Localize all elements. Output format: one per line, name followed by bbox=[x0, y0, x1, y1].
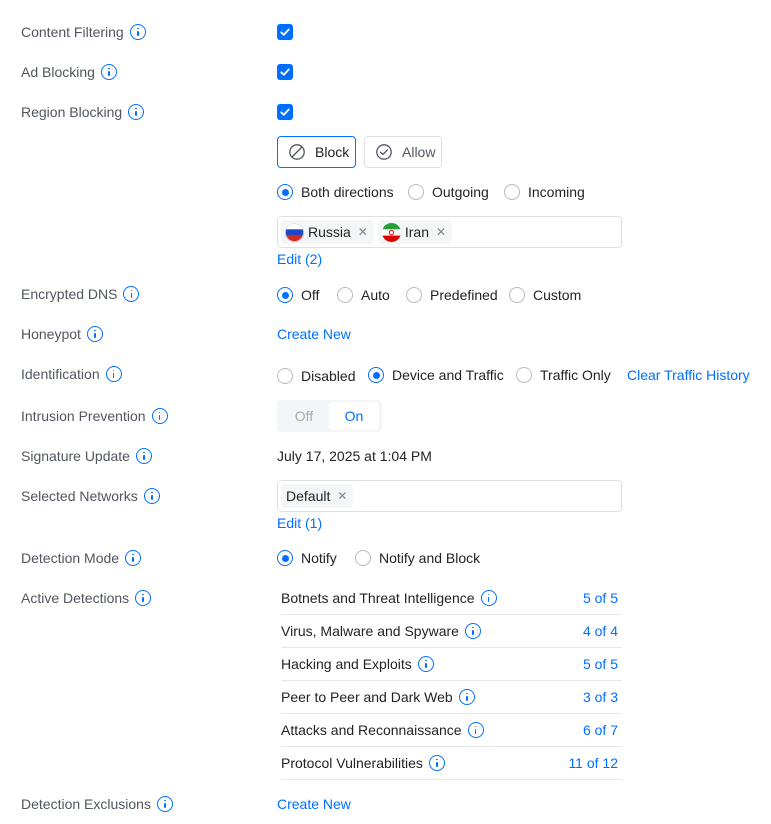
content-filtering-label bbox=[21, 22, 146, 42]
allow-button[interactable] bbox=[364, 136, 442, 168]
radio-icon bbox=[408, 184, 424, 200]
intrusion-prevention-label bbox=[21, 406, 168, 426]
detection-name bbox=[281, 590, 497, 606]
direction-incoming-radio[interactable] bbox=[504, 182, 585, 202]
content-filtering-checkbox[interactable] bbox=[277, 24, 293, 40]
identification-disabled-radio[interactable] bbox=[277, 366, 355, 386]
info-icon[interactable] bbox=[130, 24, 146, 40]
network-name: Default bbox=[286, 488, 331, 504]
dns-predefined-radio[interactable] bbox=[406, 285, 498, 305]
identification-text: Identification bbox=[21, 366, 100, 382]
detection-row bbox=[281, 681, 622, 714]
detection-row bbox=[281, 747, 622, 780]
detection-name bbox=[281, 623, 481, 639]
radio-icon bbox=[406, 287, 422, 303]
detection-row bbox=[281, 615, 622, 648]
info-icon[interactable] bbox=[136, 448, 152, 464]
detection-count-link[interactable]: 6 of 7 bbox=[582, 722, 618, 738]
block-icon bbox=[288, 143, 306, 161]
radio-icon bbox=[516, 367, 532, 383]
detection-name bbox=[281, 722, 484, 738]
clear-traffic-history-link[interactable]: Clear Traffic History bbox=[627, 367, 750, 383]
radio-selected-icon bbox=[277, 184, 293, 200]
detection-exclusions-create-new-link[interactable]: Create New bbox=[277, 796, 351, 812]
remove-icon[interactable]: ✕ bbox=[435, 225, 447, 239]
detection-exclusions-label bbox=[21, 794, 173, 814]
dns-custom-radio[interactable] bbox=[509, 285, 581, 305]
info-icon[interactable] bbox=[128, 104, 144, 120]
encrypted-dns-text: Encrypted DNS bbox=[21, 286, 118, 302]
ips-on-option[interactable]: On bbox=[329, 402, 379, 430]
detection-name-text: Hacking and Exploits bbox=[281, 656, 412, 672]
identification-traffic-only-label: Traffic Only bbox=[540, 367, 611, 383]
info-icon[interactable] bbox=[125, 550, 141, 566]
info-icon[interactable] bbox=[481, 590, 497, 606]
detection-row bbox=[281, 714, 622, 747]
info-icon[interactable] bbox=[418, 656, 434, 672]
dns-off-radio[interactable] bbox=[277, 285, 319, 305]
detection-count-link[interactable]: 4 of 4 bbox=[582, 623, 618, 639]
detection-mode-text: Detection Mode bbox=[21, 550, 120, 566]
dns-auto-label: Auto bbox=[361, 287, 390, 303]
info-icon[interactable] bbox=[152, 408, 168, 424]
identification-device-traffic-radio[interactable] bbox=[368, 365, 504, 385]
detection-count-link[interactable]: 3 of 3 bbox=[582, 689, 618, 705]
selected-networks-label bbox=[21, 486, 160, 506]
block-button[interactable] bbox=[277, 136, 356, 168]
signature-update-text: Signature Update bbox=[21, 448, 130, 464]
ad-blocking-checkbox[interactable] bbox=[277, 64, 293, 80]
detection-mode-label bbox=[21, 548, 141, 568]
iran-flag-icon bbox=[382, 223, 401, 242]
radio-selected-icon bbox=[368, 367, 384, 383]
ad-blocking-label bbox=[21, 62, 117, 82]
region-blocking-text: Region Blocking bbox=[21, 104, 123, 120]
honeypot-label bbox=[21, 324, 103, 344]
country-name: Russia bbox=[308, 224, 351, 240]
content-filtering-text: Content Filtering bbox=[21, 24, 124, 40]
selected-networks-text: Selected Networks bbox=[21, 488, 138, 504]
dns-off-label: Off bbox=[301, 287, 320, 303]
remove-icon[interactable]: ✕ bbox=[357, 225, 368, 239]
detection-name bbox=[281, 755, 445, 771]
direction-both-label: Both directions bbox=[301, 184, 394, 200]
intrusion-prevention-text: Intrusion Prevention bbox=[21, 408, 146, 424]
direction-both-radio[interactable] bbox=[277, 182, 394, 202]
info-icon[interactable] bbox=[459, 689, 475, 705]
radio-icon bbox=[277, 368, 293, 384]
detection-name bbox=[281, 689, 475, 705]
edit-countries-link[interactable]: Edit (2) bbox=[277, 251, 323, 267]
detection-name-text: Protocol Vulnerabilities bbox=[281, 755, 423, 771]
info-icon[interactable] bbox=[429, 755, 445, 771]
region-blocking-checkbox[interactable] bbox=[277, 104, 293, 120]
detection-notify-label: Notify bbox=[301, 550, 337, 566]
active-detections-label bbox=[21, 588, 151, 608]
signature-update-label bbox=[21, 446, 152, 466]
direction-incoming-label: Incoming bbox=[528, 184, 585, 200]
detection-count-link[interactable]: 11 of 12 bbox=[568, 755, 618, 771]
info-icon[interactable] bbox=[135, 590, 151, 606]
remove-icon[interactable]: ✕ bbox=[337, 489, 348, 503]
encrypted-dns-label bbox=[21, 284, 139, 304]
country-chip-russia bbox=[281, 220, 374, 244]
region-blocking-label bbox=[21, 102, 144, 122]
identification-label bbox=[21, 364, 122, 384]
info-icon[interactable] bbox=[123, 286, 139, 302]
countries-field[interactable] bbox=[277, 216, 622, 248]
intrusion-prevention-toggle bbox=[277, 400, 382, 432]
info-icon[interactable] bbox=[465, 623, 481, 639]
radio-selected-icon bbox=[277, 287, 293, 303]
detection-row bbox=[281, 648, 622, 681]
identification-traffic-only-radio[interactable] bbox=[516, 365, 611, 385]
detection-row bbox=[281, 582, 622, 615]
signature-update-value: July 17, 2025 at 1:04 PM bbox=[277, 448, 432, 464]
radio-icon bbox=[509, 287, 525, 303]
radio-selected-icon bbox=[277, 550, 293, 566]
info-icon[interactable] bbox=[157, 796, 173, 812]
radio-icon bbox=[504, 184, 520, 200]
ad-blocking-text: Ad Blocking bbox=[21, 64, 95, 80]
radio-icon bbox=[355, 550, 371, 566]
active-detections-text: Active Detections bbox=[21, 590, 130, 606]
info-icon[interactable] bbox=[106, 366, 122, 382]
block-label: Block bbox=[315, 144, 350, 160]
check-circle-icon bbox=[375, 143, 393, 161]
detection-notify-block-label: Notify and Block bbox=[379, 550, 481, 566]
dns-predefined-label: Predefined bbox=[430, 287, 498, 303]
dns-auto-radio[interactable] bbox=[337, 285, 390, 305]
honeypot-text: Honeypot bbox=[21, 326, 81, 342]
detection-count-link[interactable]: 5 of 5 bbox=[582, 656, 618, 672]
detection-name-text: Virus, Malware and Spyware bbox=[281, 623, 459, 639]
honeypot-create-new-link[interactable]: Create New bbox=[277, 326, 351, 342]
check-icon bbox=[279, 106, 291, 118]
identification-disabled-label: Disabled bbox=[301, 368, 356, 384]
networks-field[interactable] bbox=[277, 480, 622, 512]
info-icon[interactable] bbox=[144, 488, 160, 504]
check-icon bbox=[279, 26, 291, 38]
russia-flag-icon bbox=[285, 223, 304, 242]
detection-name-text: Attacks and Reconnaissance bbox=[281, 722, 462, 738]
edit-networks-link[interactable]: Edit (1) bbox=[277, 515, 323, 531]
allow-label: Allow bbox=[402, 144, 436, 160]
info-icon[interactable] bbox=[468, 722, 484, 738]
check-icon bbox=[279, 66, 291, 78]
detection-exclusions-text: Detection Exclusions bbox=[21, 796, 151, 812]
detection-notify-radio[interactable] bbox=[277, 548, 337, 568]
direction-outgoing-radio[interactable] bbox=[408, 182, 489, 202]
country-name: Iran bbox=[404, 224, 429, 240]
detection-name-text: Peer to Peer and Dark Web bbox=[281, 689, 453, 705]
detection-name-text: Botnets and Threat Intelligence bbox=[281, 590, 475, 606]
direction-outgoing-label: Outgoing bbox=[432, 184, 489, 200]
network-chip-default bbox=[281, 484, 353, 508]
radio-icon bbox=[337, 287, 353, 303]
dns-custom-label: Custom bbox=[533, 287, 582, 303]
country-chip-iran bbox=[378, 220, 452, 244]
detection-notify-block-radio[interactable] bbox=[355, 548, 480, 568]
detection-name bbox=[281, 656, 434, 672]
info-icon[interactable] bbox=[87, 326, 103, 342]
detection-count-link[interactable]: 5 of 5 bbox=[582, 590, 618, 606]
info-icon[interactable] bbox=[101, 64, 117, 80]
identification-device-traffic-label: Device and Traffic bbox=[392, 367, 504, 383]
ips-off-option[interactable]: Off bbox=[294, 408, 314, 424]
